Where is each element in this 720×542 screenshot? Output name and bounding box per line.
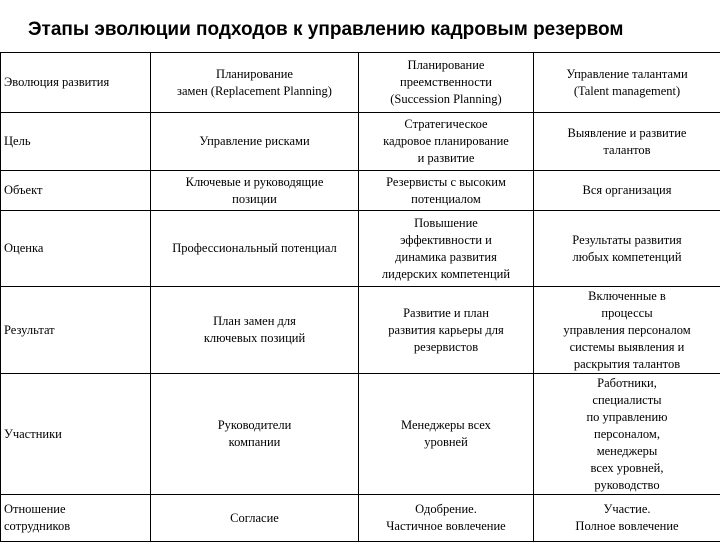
table-row-assessment (1, 211, 720, 287)
table-cell: Вся организация (534, 171, 720, 211)
table-cell: Стратегическое кадровое планирование и развитие (359, 113, 534, 171)
table-cell: Профессиональный потенциал (151, 211, 359, 287)
table-row-object (1, 171, 720, 211)
slide-title: Этапы эволюции подходов к управлению кадровым резервом (28, 18, 708, 42)
table-cell: Развитие и план развития карьеры для резервистов (359, 287, 534, 374)
table-cell: Менеджеры всех уровней (359, 374, 534, 495)
row-label: Результат (1, 287, 151, 374)
row-label: Участники (1, 374, 151, 495)
table-cell: Резервисты с высоким потенциалом (359, 171, 534, 211)
table-row-goal (1, 113, 720, 171)
table-cell: Ключевые и руководящие позиции (151, 171, 359, 211)
table-cell: Одобрение. Частичное вовлечение (359, 495, 534, 542)
header-talent-management: Управление талантами (Talent management) (534, 53, 720, 113)
table-cell: Согласие (151, 495, 359, 542)
header-label-cell: Эволюция развития (1, 53, 151, 113)
table-cell: План замен для ключевых позиций (151, 287, 359, 374)
evolution-table (0, 52, 720, 542)
table-cell: Управление рисками (151, 113, 359, 171)
table-row-employee-attitude (1, 495, 720, 542)
header-replacement-planning: Планирование замен (Replacement Planning) (151, 53, 359, 113)
table-cell: Выявление и развитие талантов (534, 113, 720, 171)
row-label: Цель (1, 113, 151, 171)
table-row-participants (1, 374, 720, 495)
table-cell: Повышение эффективности и динамика развития лидерских компетенций (359, 211, 534, 287)
table-cell: Работники, специалисты по управлению персоналом, менеджеры всех уровней, руководство (534, 374, 720, 495)
row-label: Оценка (1, 211, 151, 287)
table-row-result (1, 287, 720, 374)
header-succession-planning: Планирование преемственности (Succession Planning) (359, 53, 534, 113)
table-cell: Руководители компании (151, 374, 359, 495)
table-header-row (1, 53, 720, 113)
table-cell: Включенные в процессы управления персоналом системы выявления и раскрытия талантов (534, 287, 720, 374)
table-cell: Результаты развития любых компетенций (534, 211, 720, 287)
row-label: Объект (1, 171, 151, 211)
table-cell: Участие. Полное вовлечение (534, 495, 720, 542)
row-label: Отношение сотрудников (1, 495, 151, 542)
